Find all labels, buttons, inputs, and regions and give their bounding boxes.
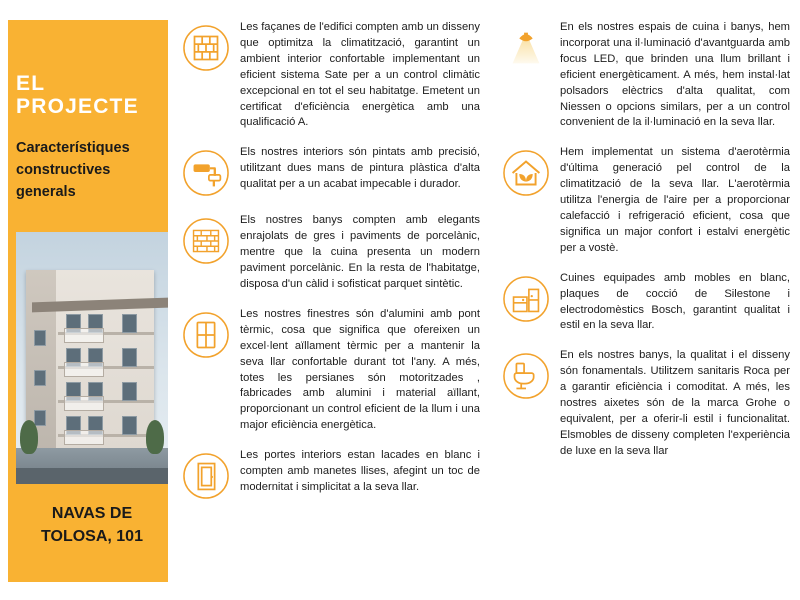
features-column-right bbox=[500, 20, 790, 474]
paint-roller-icon bbox=[180, 147, 232, 199]
eco-house-icon bbox=[500, 147, 552, 199]
parquet-floor-icon bbox=[180, 215, 232, 267]
feature-item bbox=[180, 307, 480, 434]
feature-item bbox=[180, 20, 480, 131]
building-facade bbox=[26, 270, 154, 452]
feature-text: Les nostres finestres són d'alumini amb pont tèrmic, cosa que significa que ofereixen un excel·lent aïllament tèrmic per a mantenir la seva llar confortable durant tot l'any. A més, totes les persianes són motoritzades , fabricades amb alumini i material aïllant, proporcionant un control eficient de la llum i una major eficiència energètica. bbox=[240, 307, 480, 432]
sidebar-panel bbox=[8, 20, 168, 582]
feature-text: Cuines equipades amb mobles en blanc, plaques de cocció de Silestone i electrodomèstics Bosch, garantint qualitat i estil en la seva llar. bbox=[560, 271, 790, 332]
street-ground bbox=[16, 448, 168, 484]
feature-text: En els nostres espais de cuina i banys, hem incorporat una il·luminació d'avantguarda amb focus LED, que brinden una llum brillant i eficient energèticament. A més, hem instal·lat polsadors elèctrics d'alta qualitat, com Niessen o opcions similars, per a un control convenient de la il·luminació en la seva llar. bbox=[560, 21, 790, 129]
building-photo bbox=[16, 232, 168, 484]
toilet-icon bbox=[500, 350, 552, 402]
feature-item bbox=[180, 213, 480, 293]
feature-item bbox=[500, 145, 790, 256]
kitchen-icon bbox=[500, 273, 552, 325]
feature-text: Les façanes de l'edifici compten amb un disseny que optimitza la climatització, garantint un ambient interior confortable implementant un eficient sistema Sate per a un control climàtic excepcional en tot el seu habitatge. Emetent un certificat d'eficiència energètica amb una qualificació A. bbox=[240, 21, 480, 129]
feature-item bbox=[500, 348, 790, 459]
feature-item bbox=[180, 145, 480, 199]
led-light-icon bbox=[500, 22, 552, 74]
feature-item bbox=[500, 20, 790, 131]
feature-text: Hem implementat un sistema d'aerotèrmia d'última generació pel control de la climatització de la seva llar. L'aerotèrmia utilitza l'energia de l'aire per a proporcionar calefacció i refrigeració eficient, cosa que significa un major confort i estalvi energètic per a vostè. bbox=[560, 146, 790, 254]
road bbox=[16, 468, 168, 484]
feature-item bbox=[500, 271, 790, 335]
window-icon bbox=[180, 309, 232, 361]
address-label: NAVAS DE TOLOSA, 101 bbox=[41, 505, 143, 546]
sidebar-subtitle: Característiques constructives generals bbox=[16, 140, 130, 200]
feature-item bbox=[180, 448, 480, 502]
page-title: EL PROJECTE bbox=[16, 72, 139, 119]
feature-text: Els nostres banys compten amb elegants enrajolats de gres i paviments de porcelànic, mentre que la cuina presenta un modern paviment porcelànic. En la resta de l'habitatge, disposa d'un càlid i sofisticat parquet sintètic. bbox=[240, 214, 480, 290]
door-icon bbox=[180, 450, 232, 502]
feature-text: Els nostres interiors són pintats amb precisió, utilitzant dues mans de pintura plàstica d'alta qualitat per a un acabat impecable i durador. bbox=[240, 146, 480, 191]
feature-text: Les portes interiors estan lacades en blanc i compten amb manetes llises, afegint un toc de modernitat i simplicitat a la seva llar. bbox=[240, 449, 480, 493]
brick-wall-icon bbox=[180, 22, 232, 74]
tree bbox=[20, 420, 38, 454]
feature-text: En els nostres banys, la qualitat i el disseny són fonamentals. Utilitzem sanitaris Roca per a garantir eficiència i comoditat. A més, les nostres aixetes són de la marca Grohe o equivalent, per a oferir-li estil i funcionalitat. Elsmobles de disseny completen l'experiència de luxe en la seva llar bbox=[560, 349, 790, 457]
tree bbox=[146, 420, 164, 454]
building-roof bbox=[32, 298, 168, 313]
features-column-middle bbox=[180, 20, 480, 516]
